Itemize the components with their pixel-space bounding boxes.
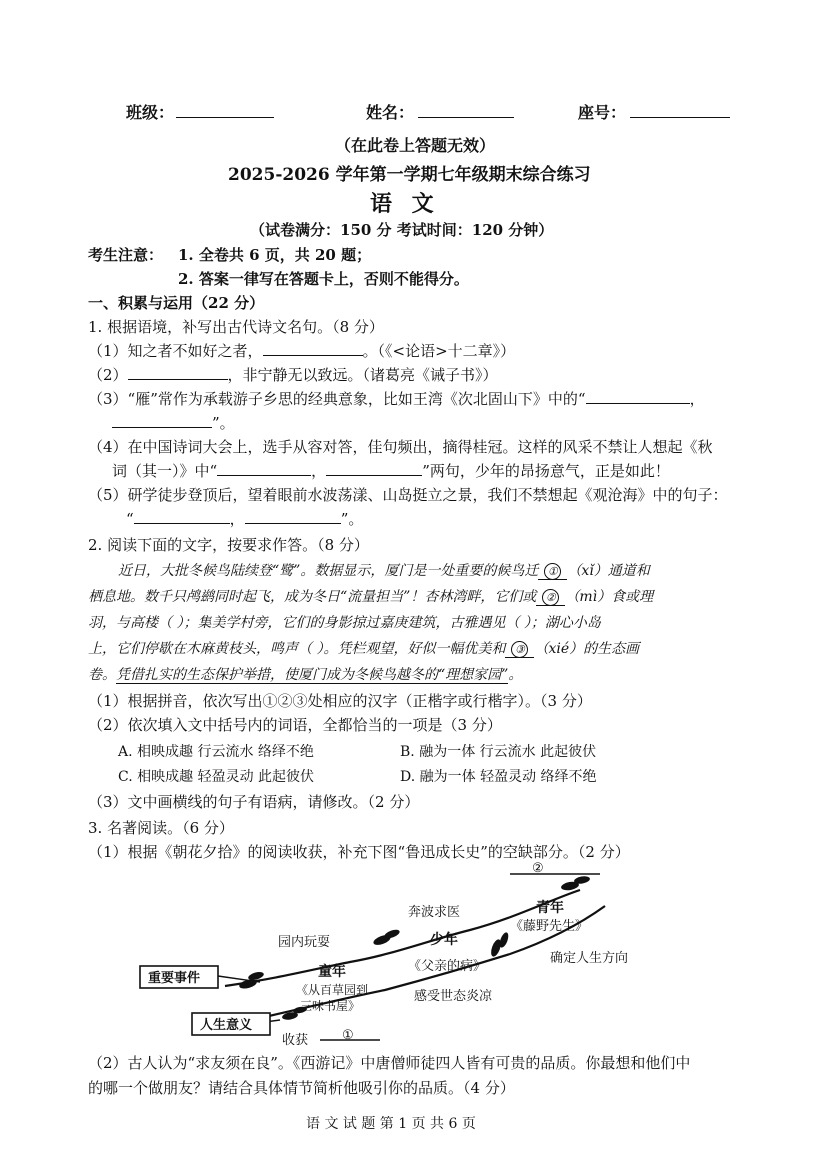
- q1-item-4-cont: [112, 460, 670, 481]
- q1-stem: 1. 根据语境，补写出古代诗文名句。（8 分）: [88, 318, 384, 336]
- para-text: 。: [508, 667, 523, 683]
- notice-item-2: 2. 答案一律写在答题卡上，否则不能得分。: [178, 270, 469, 288]
- q2-para-line-2: [88, 586, 653, 606]
- underlined-sentence: 凭借扎实的生态保护举措，使厦门成为冬候鸟越冬的“理想家园”: [116, 667, 509, 683]
- q1-item-2-text: ，非宁静无以致远。（诸葛亮《诫子书》）: [227, 366, 498, 384]
- close-quote: ”。: [212, 414, 235, 432]
- q1-item-3-cont: [112, 412, 235, 433]
- comma: ，: [689, 390, 705, 408]
- para-text: （xié）的生态画: [534, 641, 640, 657]
- para-text: （xǐ）通道和: [567, 563, 650, 579]
- footprint-icon: [372, 928, 401, 947]
- comma: ，: [229, 510, 245, 528]
- q1-item-3: [88, 388, 705, 409]
- q2-para-line-1: [118, 560, 650, 580]
- diagram-book-2: 三味书屋》: [300, 999, 361, 1013]
- q1-item-4: （4）在中国诗词大会上，选手从容对答，佳句频出，摘得桂冠。这样的风采不禁让人想起《秋: [88, 438, 713, 456]
- close-quote: ”。: [340, 510, 364, 528]
- section-1-title: 一、积累与运用（22 分）: [88, 294, 265, 312]
- diagram-book-1: 《从百草园到: [296, 983, 369, 997]
- footprint-icon: [560, 875, 590, 891]
- q1-item-2-num: （2）: [88, 366, 128, 384]
- q1-item-4-tail: ”两句，少年的昂扬意气，正是如此！: [422, 462, 670, 480]
- notice-label: 考生注意：: [88, 246, 164, 264]
- diagram-blank-2: ②: [532, 861, 544, 876]
- diagram-fujino: 《藤野先生》: [510, 919, 589, 934]
- answer-blank: [128, 379, 228, 380]
- diagram-events-label: 重要事件: [148, 971, 201, 986]
- q1-item-2: [88, 364, 498, 385]
- class-label: 班级：: [126, 103, 175, 122]
- q2-para-line-3: 羽，与高楼（ ）；集美学村旁，它们的身影掠过嘉庚建筑，古雅遇见（ ）；湖心小岛: [88, 615, 601, 631]
- blank-3-mark: ③: [511, 641, 528, 658]
- diagram-harvest: 收获: [282, 1033, 309, 1048]
- q2-sub-1: （1）根据拼音，依次写出①②③处相应的汉字（正楷字或行楷字）。（3 分）: [88, 692, 592, 710]
- q1-item-4-text: 词（其一）》中“: [112, 462, 218, 480]
- q2-sub-3: （3）文中画横线的句子有语病，请修改。（2 分）: [88, 793, 420, 811]
- q3-sub-1: （1）根据《朝花夕拾》的阅读收获，补充下图“鲁迅成长史”的空缺部分。（2 分）: [88, 843, 630, 861]
- q3-sub-2-cont: 的哪一个做朋友？请结合具体情节简析他吸引你的品质。（4 分）: [88, 1079, 515, 1097]
- seat-blank: [630, 117, 730, 118]
- diagram-feel: 感受世态炎凉: [414, 989, 493, 1004]
- answer-blank: [586, 403, 690, 404]
- answer-blank: [263, 355, 363, 356]
- q1-item-1: [88, 340, 515, 361]
- q2-stem: 2. 阅读下面的文字，按要求作答。（8 分）: [88, 536, 369, 554]
- diagram-seek-doctor: 奔波求医: [408, 905, 461, 920]
- q2-option-b: B. 融为一体 行云流水 此起彼伏: [400, 744, 597, 760]
- q1-item-3-text: （3）“雁”常作为承载游子乡思的经典意象，比如王湾《次北固山下》中的“: [88, 390, 586, 408]
- answer-blank: [112, 427, 212, 428]
- class-blank: [176, 117, 274, 118]
- subject-title: 语 文: [370, 191, 440, 217]
- diagram-blank-1: ①: [342, 1028, 354, 1043]
- blank-2-mark: ②: [542, 589, 559, 606]
- q2-para-line-4: [88, 638, 639, 658]
- name-label: 姓名：: [366, 103, 415, 122]
- answer-blank: [326, 475, 422, 476]
- q1-item-1-text: （1）知之者不如好之者，: [88, 342, 263, 360]
- diagram-garden: 园内玩耍: [278, 935, 331, 950]
- open-quote: “: [126, 510, 134, 528]
- comma: ，: [311, 462, 327, 480]
- invalid-note: （在此卷上答题无效）: [335, 136, 496, 155]
- q2-sub-2: （2）依次填入文中括号内的词语，全都恰当的一项是（3 分）: [88, 716, 502, 734]
- q3-sub-2: （2）古人认为“求友须在良”。《西游记》中唐僧师徒四人皆有可贵的品质。你最想和他们中: [88, 1054, 691, 1072]
- para-text: 上，它们停歇在木麻黄枝头，鸣声（ ）。凭栏观望，好似一幅优美和: [88, 641, 506, 657]
- q1-item-1-source: 。（《<论语>十二章》）: [362, 342, 516, 360]
- answer-blank: [134, 523, 230, 524]
- para-text: 卷。: [88, 667, 116, 683]
- para-text: 栖息地。数千只鸬鹚同时起飞，成为冬日“流量担当”！杏林湾畔，它们或: [88, 589, 537, 605]
- diagram-childhood: 童年: [318, 964, 346, 980]
- score-info: （试卷满分：150 分 考试时间：120 分钟）: [250, 221, 554, 239]
- q3-stem: 3. 名著阅读。（6 分）: [88, 819, 234, 837]
- page-footer: 语 文 试 题 第 1 页 共 6 页: [306, 1116, 476, 1132]
- blank-1-mark: ①: [544, 563, 561, 580]
- name-blank: [418, 117, 514, 118]
- q1-item-5-cont: [126, 508, 363, 529]
- diagram-young-adult: 青年: [536, 900, 564, 916]
- notice-item-1: 1. 全卷共 6 页，共 20 题；: [178, 246, 372, 264]
- growth-diagram: [130, 858, 690, 1050]
- diagram-youth: 少年: [430, 932, 458, 948]
- seat-label: 座号：: [578, 103, 627, 122]
- q2-option-c: C. 相映成趣 轻盈灵动 此起彼伏: [118, 769, 315, 785]
- diagram-direction: 确定人生方向: [550, 951, 629, 966]
- diagram-meaning-label: 人生意义: [200, 1018, 253, 1033]
- q2-option-d: D. 融为一体 轻盈灵动 络绎不绝: [400, 769, 597, 785]
- q2-option-a: A. 相映成趣 行云流水 络绎不绝: [118, 744, 314, 760]
- para-text: 近日，大批冬候鸟陆续登“鹭”。数据显示，厦门是一处重要的候鸟迁: [118, 563, 539, 579]
- diagram-father: 《父亲的病》: [408, 959, 487, 974]
- answer-blank: [217, 475, 311, 476]
- exam-title: 2025-2026 学年第一学期七年级期末综合练习: [228, 165, 591, 185]
- para-text: （mì）食或理: [565, 589, 654, 605]
- answer-blank: [245, 523, 341, 524]
- q2-para-line-5: [88, 664, 522, 684]
- q1-item-5: （5）研学徒步登顶后，望着眼前水波荡漾、山岛挺立之景，我们不禁想起《观沧海》中的句子：: [88, 486, 728, 504]
